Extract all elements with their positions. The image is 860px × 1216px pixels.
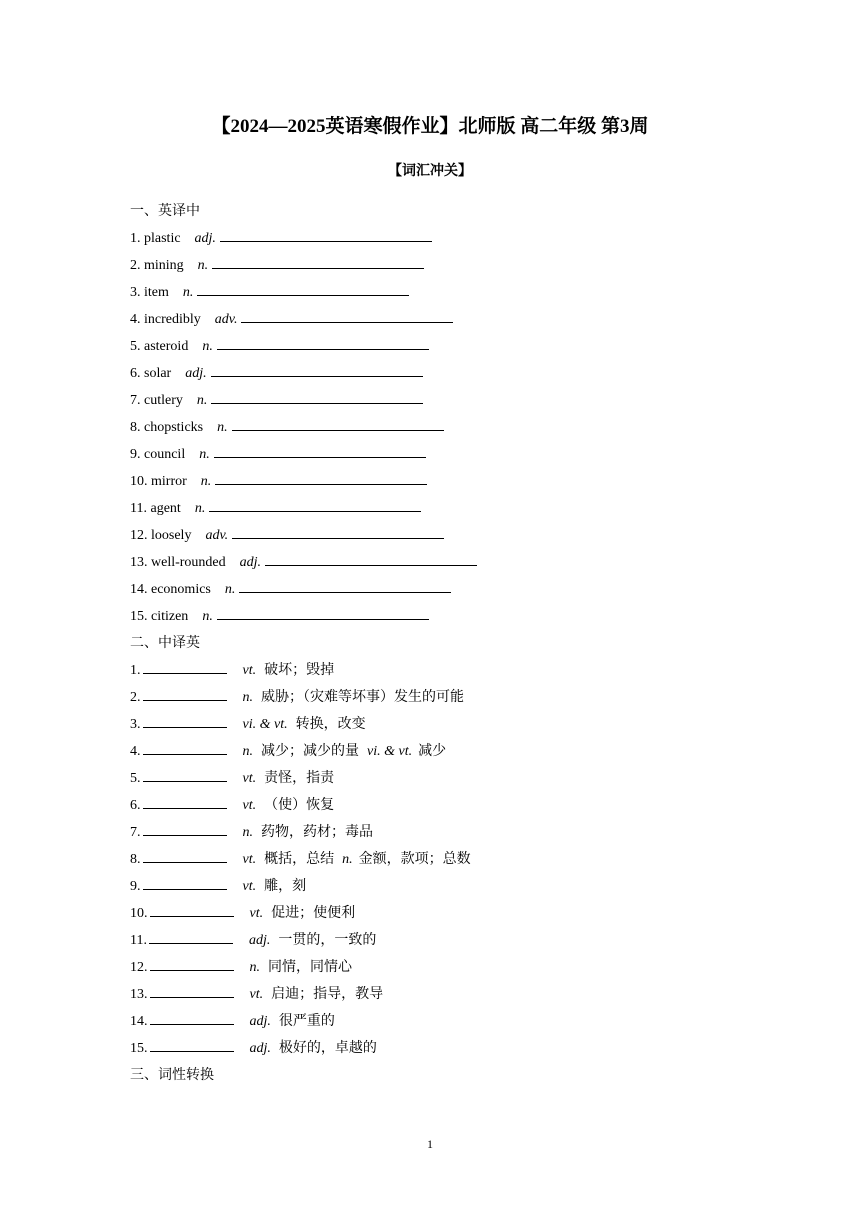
item-part-of-speech: n. [199,447,210,462]
page-number: 1 [427,1137,433,1151]
item-part-of-speech: adj. [248,933,271,948]
vocab-list-zh-en [130,657,730,1062]
answer-blank[interactable] [232,523,444,539]
answer-blank[interactable] [217,334,429,350]
item-number: 10. [130,906,148,921]
item-number: 11. [130,933,147,948]
item-number: 7. [130,825,141,840]
item-number: 6. [130,798,141,813]
answer-blank[interactable] [215,469,427,485]
item-part-of-speech: adj. [249,1014,271,1029]
item-number: 14. [130,582,148,597]
answer-blank[interactable] [143,766,227,782]
answer-blank[interactable] [143,685,227,701]
item-part-of-speech: vt. [249,987,264,1002]
section-english-to-chinese [130,198,730,630]
item-word: citizen [151,609,189,624]
list-item [130,657,730,684]
item-number: 4. [130,312,141,327]
item-part-of-speech: n. [242,825,253,840]
item-number: 9. [130,447,141,462]
item-definition: 同情，同情心 [268,960,352,975]
list-item [130,900,730,927]
item-definition: 雕，刻 [264,879,307,894]
item-part-of-speech: vt. [242,798,257,813]
list-item [130,738,730,765]
item-number: 2. [130,690,141,705]
list-item [130,225,730,252]
item-part-of-speech: n. [194,501,206,516]
list-item [130,441,730,468]
vocab-list-en-zh [130,225,730,630]
list-item [130,522,730,549]
section-heading: 三、词性转换 [130,1068,214,1083]
list-item [130,792,730,819]
list-item [130,549,730,576]
page-title: 【2024—2025英语寒假作业】北师版 高二年级 第3周 [211,116,649,137]
item-number: 7. [130,393,141,408]
list-item [130,576,730,603]
list-item [130,252,730,279]
list-item [130,387,730,414]
item-part-of-speech: vi. & vt. [242,717,288,732]
item-part-of-speech-secondary: n. [342,852,353,867]
item-word: cutlery [144,393,183,408]
item-part-of-speech: n. [196,393,208,408]
list-item [130,1008,730,1035]
answer-blank[interactable] [143,874,227,890]
item-number: 12. [130,528,148,543]
item-number: 10. [130,474,148,489]
item-part-of-speech: n. [242,744,253,759]
list-item [130,927,730,954]
answer-blank[interactable] [220,226,432,242]
answer-blank[interactable] [150,1036,234,1052]
item-word: solar [144,366,172,381]
item-definition: 很严重的 [278,1014,335,1029]
list-item [130,279,730,306]
list-item [130,495,730,522]
section-subtitle: 【词汇冲关】 [388,164,472,179]
item-number: 5. [130,339,141,354]
item-part-of-speech: adv. [205,528,229,543]
item-definition: 概括，总结 [264,852,335,867]
item-part-of-speech: adv. [214,312,238,327]
item-part-of-speech: vt. [242,663,257,678]
item-number: 8. [130,852,141,867]
list-item [130,360,730,387]
item-definition: 转换，改变 [295,717,366,732]
item-definition: 促进；使便利 [271,906,356,921]
item-number: 3. [130,717,141,732]
item-word: loosely [151,528,192,543]
item-definition-secondary: 减少 [418,744,447,759]
item-part-of-speech: vt. [242,879,257,894]
answer-blank[interactable] [214,442,426,458]
item-number: 13. [130,987,148,1002]
item-number: 14. [130,1014,148,1029]
item-part-of-speech: vt. [242,771,257,786]
item-number: 11. [130,501,147,516]
item-word: mirror [151,474,187,489]
item-part-of-speech: vt. [242,852,257,867]
item-word: agent [150,501,181,516]
list-item [130,333,730,360]
answer-blank[interactable] [241,307,453,323]
item-definition: 威胁；（灾难等坏事）发生的可能 [261,690,464,705]
list-item [130,711,730,738]
list-item [130,306,730,333]
list-item [130,765,730,792]
list-item [130,1035,730,1062]
item-definition: 破坏；毁掉 [264,663,335,678]
answer-blank[interactable] [143,820,227,836]
item-number: 1. [130,231,141,246]
item-part-of-speech: vt. [249,906,264,921]
item-part-of-speech: adj. [185,366,207,381]
section-heading: 二、中译英 [130,636,200,651]
item-word: mining [144,258,184,273]
answer-blank[interactable] [211,361,423,377]
item-number: 13. [130,555,148,570]
answer-blank[interactable] [197,280,409,296]
item-number: 1. [130,663,141,678]
list-item [130,873,730,900]
item-definition: 减少；减少的量 [261,744,359,759]
answer-blank[interactable] [143,739,227,755]
item-number: 6. [130,366,141,381]
item-number: 4. [130,744,141,759]
answer-blank[interactable] [143,712,227,728]
item-word: plastic [144,231,181,246]
item-part-of-speech: n. [224,582,236,597]
item-word: economics [151,582,211,597]
item-part-of-speech: n. [202,609,213,624]
answer-blank[interactable] [143,658,227,674]
list-item [130,954,730,981]
answer-blank[interactable] [217,604,429,620]
answer-blank[interactable] [150,901,234,917]
list-item [130,846,730,873]
item-word: incredibly [144,312,201,327]
answer-blank[interactable] [209,496,421,512]
item-part-of-speech: n. [200,474,212,489]
item-word: item [144,285,169,300]
item-word: council [144,447,186,462]
item-number: 15. [130,1041,148,1056]
item-part-of-speech: n. [202,339,213,354]
item-definition: 极好的，卓越的 [278,1041,377,1056]
answer-blank[interactable] [232,415,444,431]
item-part-of-speech: adj. [239,555,262,570]
list-item [130,414,730,441]
answer-blank[interactable] [150,982,234,998]
item-number: 5. [130,771,141,786]
section-chinese-to-english [130,630,730,1062]
answer-blank[interactable] [143,847,227,863]
list-item [130,603,730,630]
answer-blank[interactable] [143,793,227,809]
item-number: 9. [130,879,141,894]
item-part-of-speech: adj. [249,1041,271,1056]
item-word: asteroid [144,339,189,354]
item-part-of-speech-secondary: vi. & vt. [367,744,413,759]
section-word-forms [130,1062,730,1089]
item-number: 12. [130,960,148,975]
answer-blank[interactable] [212,253,424,269]
item-part-of-speech: adj. [194,231,216,246]
item-word: chopsticks [144,420,204,435]
item-definition: 启迪；指导，教导 [271,987,384,1002]
item-definition: 责怪，指责 [264,771,335,786]
item-part-of-speech: n. [217,420,228,435]
answer-blank[interactable] [150,955,234,971]
answer-blank[interactable] [149,928,233,944]
answer-blank[interactable] [265,550,477,566]
item-part-of-speech: n. [182,285,194,300]
item-part-of-speech: n. [242,690,253,705]
answer-blank[interactable] [211,388,423,404]
item-definition-secondary: 金额，款项；总数 [358,852,471,867]
list-item [130,981,730,1008]
list-item [130,684,730,711]
item-definition: 药物，药材；毒品 [261,825,373,840]
item-number: 15. [130,609,148,624]
item-definition: （使）恢复 [264,798,335,813]
list-item [130,819,730,846]
item-number: 2. [130,258,141,273]
item-definition: 一贯的，一致的 [278,933,377,948]
item-number: 8. [130,420,141,435]
item-number: 3. [130,285,141,300]
item-word: well-rounded [151,555,226,570]
list-item [130,468,730,495]
item-part-of-speech: n. [197,258,209,273]
answer-blank[interactable] [239,577,451,593]
section-heading: 一、英译中 [130,204,200,219]
item-part-of-speech: n. [249,960,260,975]
answer-blank[interactable] [150,1009,234,1025]
